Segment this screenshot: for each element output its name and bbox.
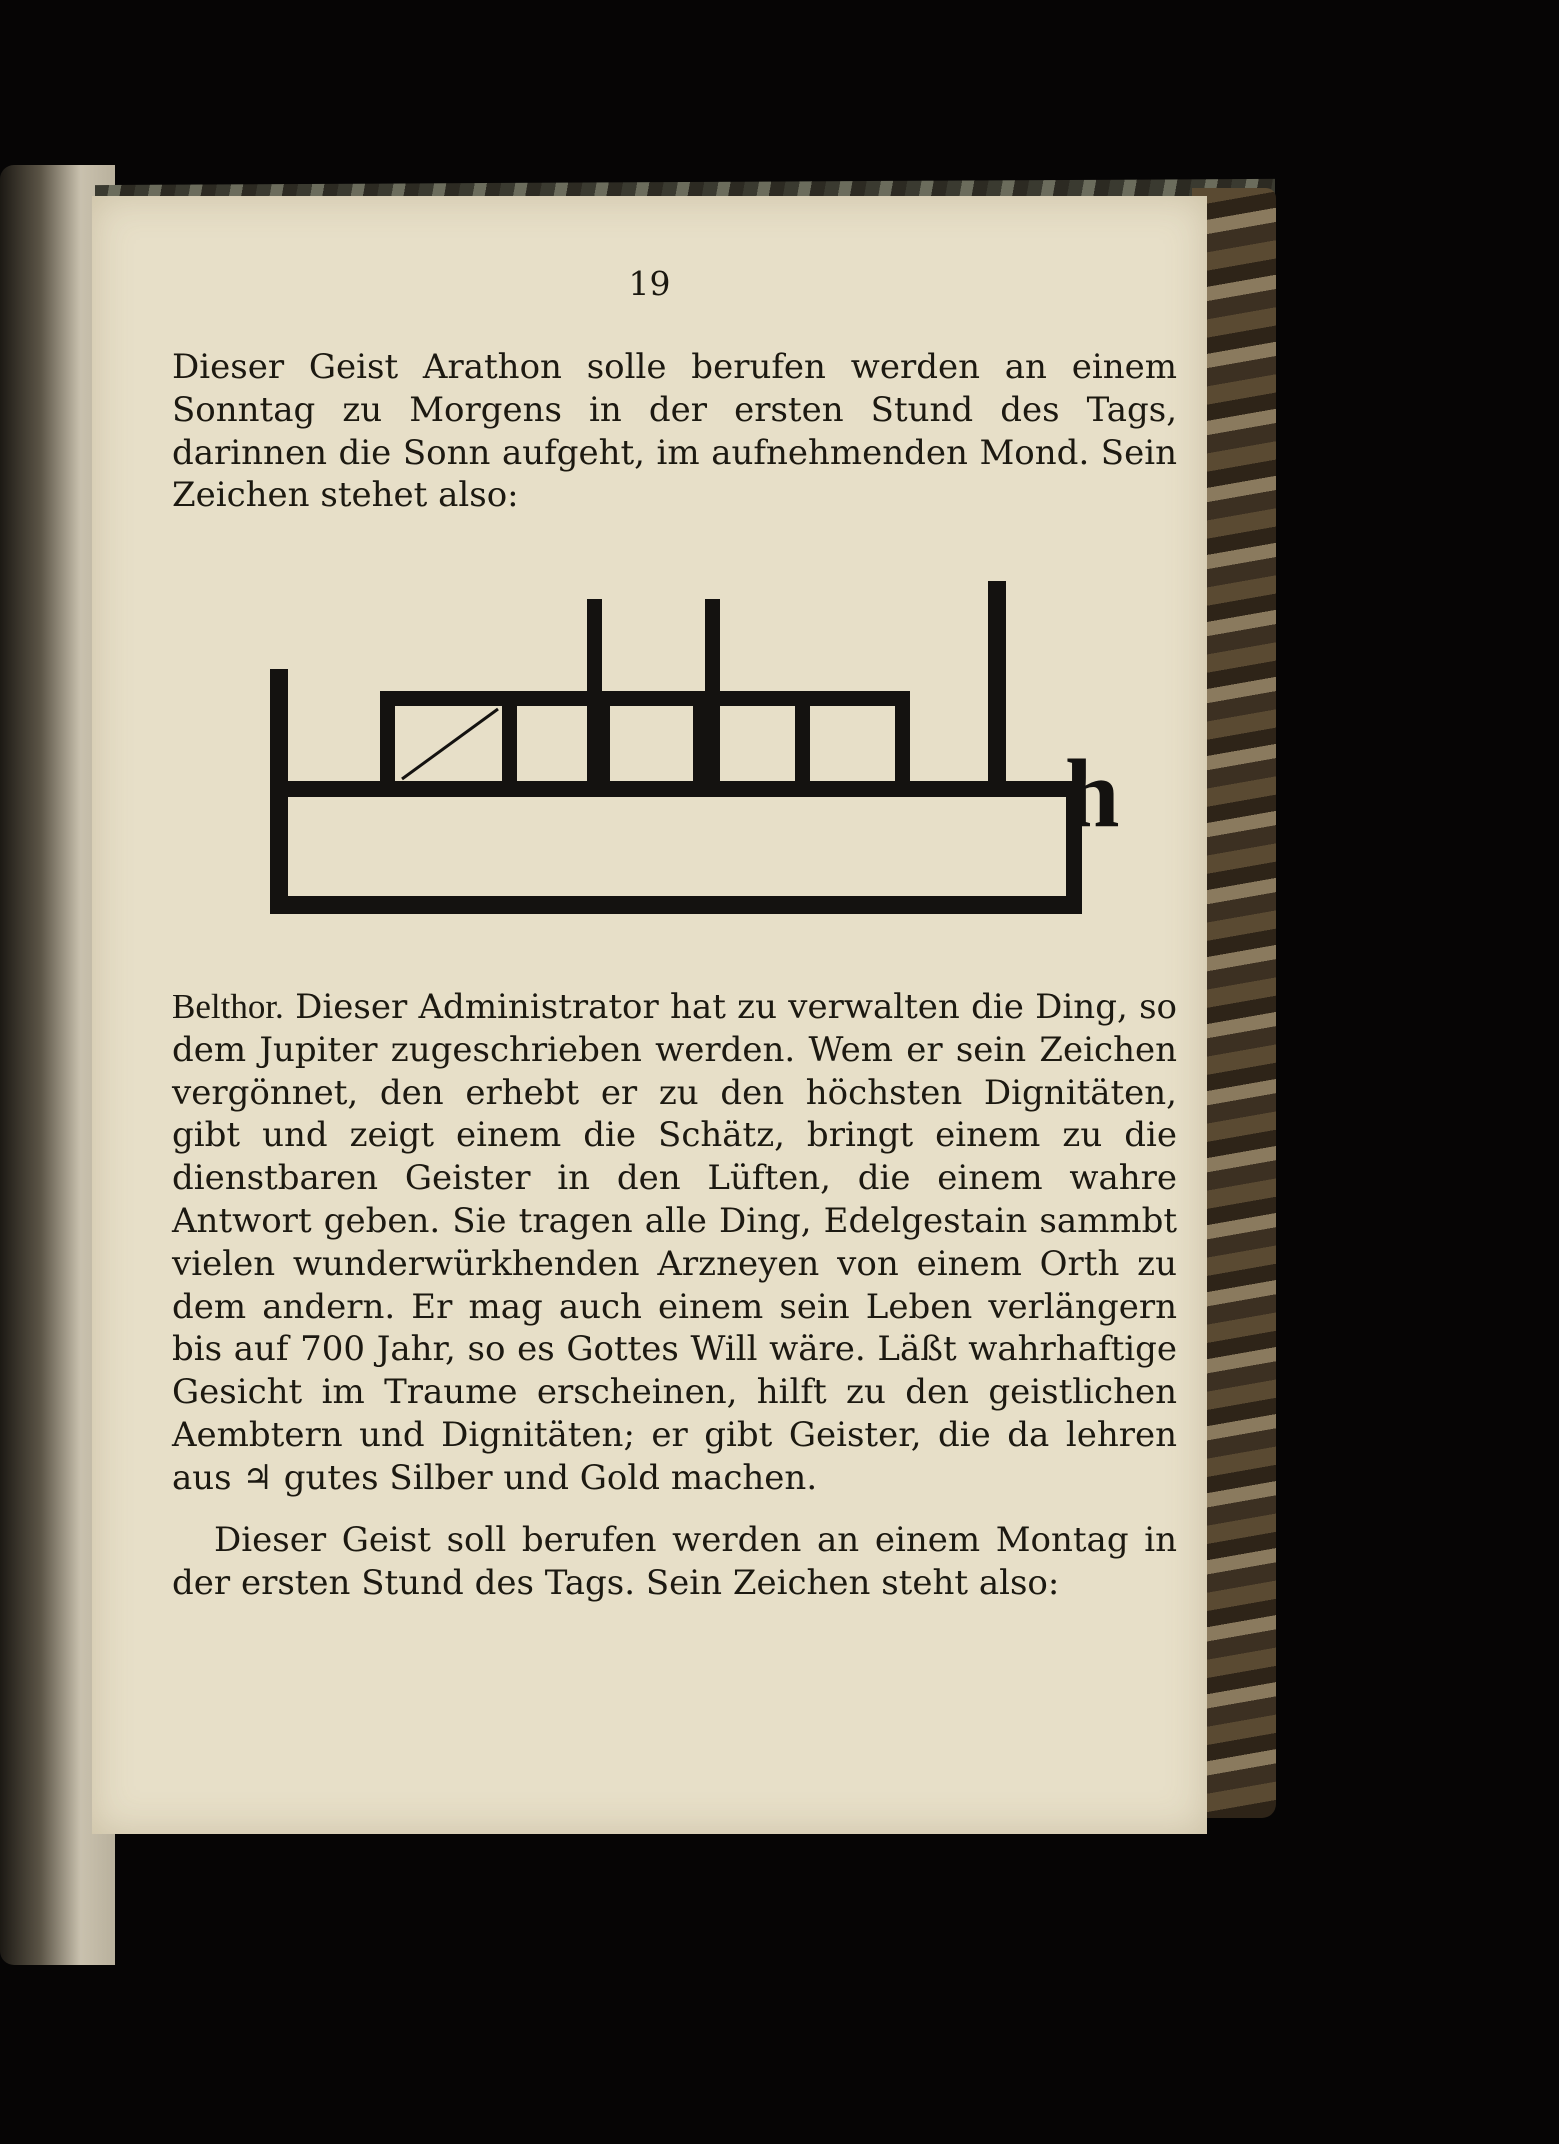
sigil-figure — [180, 581, 1165, 927]
page-number: 19 — [628, 264, 671, 303]
sigil-cell-post-5 — [795, 691, 810, 796]
sigil-diagonal — [402, 709, 498, 779]
sigil-tall-post-2 — [705, 599, 720, 796]
paragraph-belthor — [172, 986, 1177, 1500]
sigil-tall-post-1 — [587, 599, 602, 796]
sigil-cell-post-2 — [502, 691, 517, 796]
sigil-cell-post-6 — [895, 691, 910, 796]
sigil-top-bar — [380, 691, 910, 706]
belthor-text: Dieser Administrator hat zu verwalten die Ding, so dem Jupiter zugeschrieben werden. Wem er sein Zeichen vergönnet, den erhebt er zu den höchsten Dignitäten, gibt und zeigt einem die Schätz, bringt einem zu die dienstbaren Geister in den Lüften, die einem wahre Antwort geben. Sie tragen alle Ding, Edelgestain sammbt vielen wunderwürkhenden Arzneyen von einem Orth zu dem andern. Er mag auch einem sein Leben verlängern bis auf 700 Jahr, so es Gottes Will wäre. Läßt wahrhaftige Gesicht im Traume erscheinen, hilft zu den geistlichen Aembtern und Dignitäten; er gibt Geister, die da lehren aus ♃ gutes Silber und Gold machen. — [172, 987, 1177, 1498]
sigil-letter: h — [1065, 740, 1120, 848]
book-page — [92, 196, 1207, 1834]
montag-text: Dieser Geist soll berufen werden an einem Montag in der ersten Stund des Tags. Sein Zeichen steht also: — [172, 1520, 1177, 1603]
sigil-cell-post-1 — [380, 691, 395, 796]
belthor-name: Belthor. — [172, 987, 284, 1026]
paragraph-arathon: Dieser Geist Arathon solle berufen werden an einem Sonntag zu Morgens in der ersten Stund des Tags, darinnen die Sonn aufgeht, im aufnehmenden Mond. Sein Zeichen stehet also: — [172, 347, 1177, 516]
paragraph-montag — [172, 1519, 1177, 1605]
sigil-tall-post-3 — [988, 581, 1006, 796]
sigil-bottom-bar — [270, 896, 1082, 914]
